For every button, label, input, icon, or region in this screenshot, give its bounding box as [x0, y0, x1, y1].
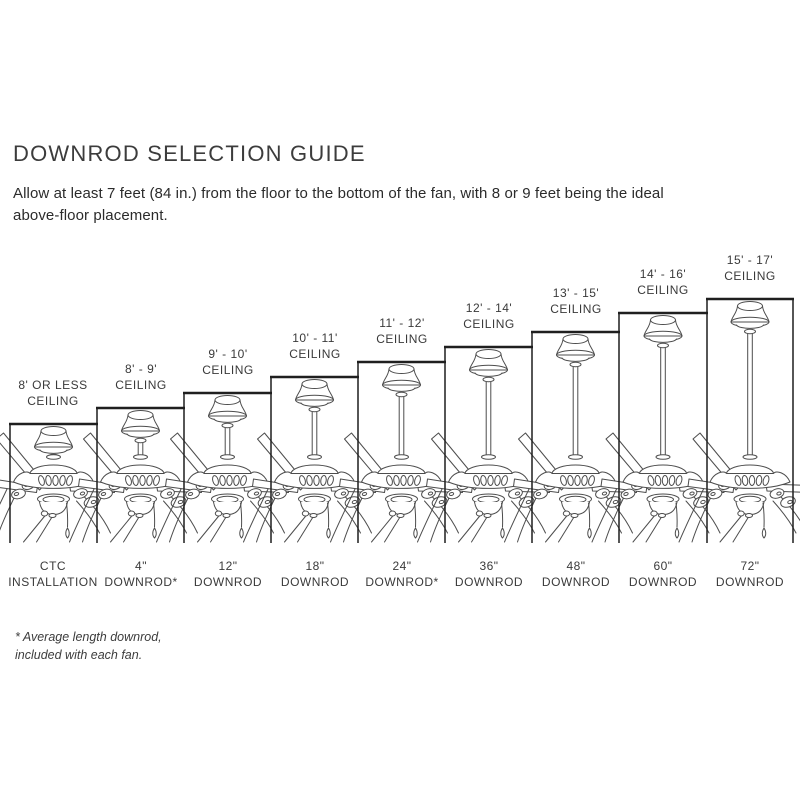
- ceiling-label-1: 8' OR LESS CEILING: [18, 378, 88, 408]
- footnote-line1: * Average length downrod,: [15, 630, 162, 644]
- ceiling-label-5: 11' - 12' CEILING: [376, 316, 428, 346]
- downrod-label-9: 72" DOWNROD: [715, 559, 785, 589]
- ceiling-label-6: 12' - 14' CEILING: [463, 301, 515, 331]
- ceiling-fan-illustration-8: [592, 316, 724, 543]
- ceiling-label-8: 14' - 16' CEILING: [637, 267, 689, 297]
- ceiling-label-9: 15' - 17' CEILING: [724, 253, 776, 283]
- footnote-line2: included with each fan.: [15, 647, 143, 662]
- footnote: [15, 629, 162, 664]
- intro-text-line2: above-floor placement.: [13, 206, 168, 224]
- downrod-label-1: CTC INSTALLATION: [8, 559, 98, 589]
- downrod-label-3: 12" DOWNROD: [193, 559, 263, 589]
- ceiling-label-2: 8' - 9' CEILING: [115, 362, 167, 392]
- intro-text-line1: Allow at least 7 feet (84 in.) from the floor to the bottom of the fan, with 8 or 9 feet being the ideal: [13, 185, 664, 202]
- page-title: DOWNROD SELECTION GUIDE: [13, 141, 366, 166]
- downrod-label-6: 36" DOWNROD: [454, 559, 524, 589]
- ceiling-label-7: 13' - 15' CEILING: [550, 286, 602, 316]
- downrod-label-5: 24" DOWNROD*: [365, 559, 439, 589]
- ceiling-fan-illustration-4: [244, 380, 376, 543]
- downrod-label-4: 18" DOWNROD: [280, 559, 350, 589]
- ceiling-fan-illustration-5: [331, 365, 463, 543]
- downrod-label-2: 4" DOWNROD*: [104, 559, 178, 589]
- ceiling-label-4: 10' - 11' CEILING: [289, 331, 341, 361]
- ceiling-label-3: 9' - 10' CEILING: [202, 347, 254, 377]
- downrod-label-7: 48" DOWNROD: [541, 559, 611, 589]
- downrod-label-8: 60" DOWNROD: [628, 559, 698, 589]
- ceiling-fan-illustration-3: [157, 396, 289, 543]
